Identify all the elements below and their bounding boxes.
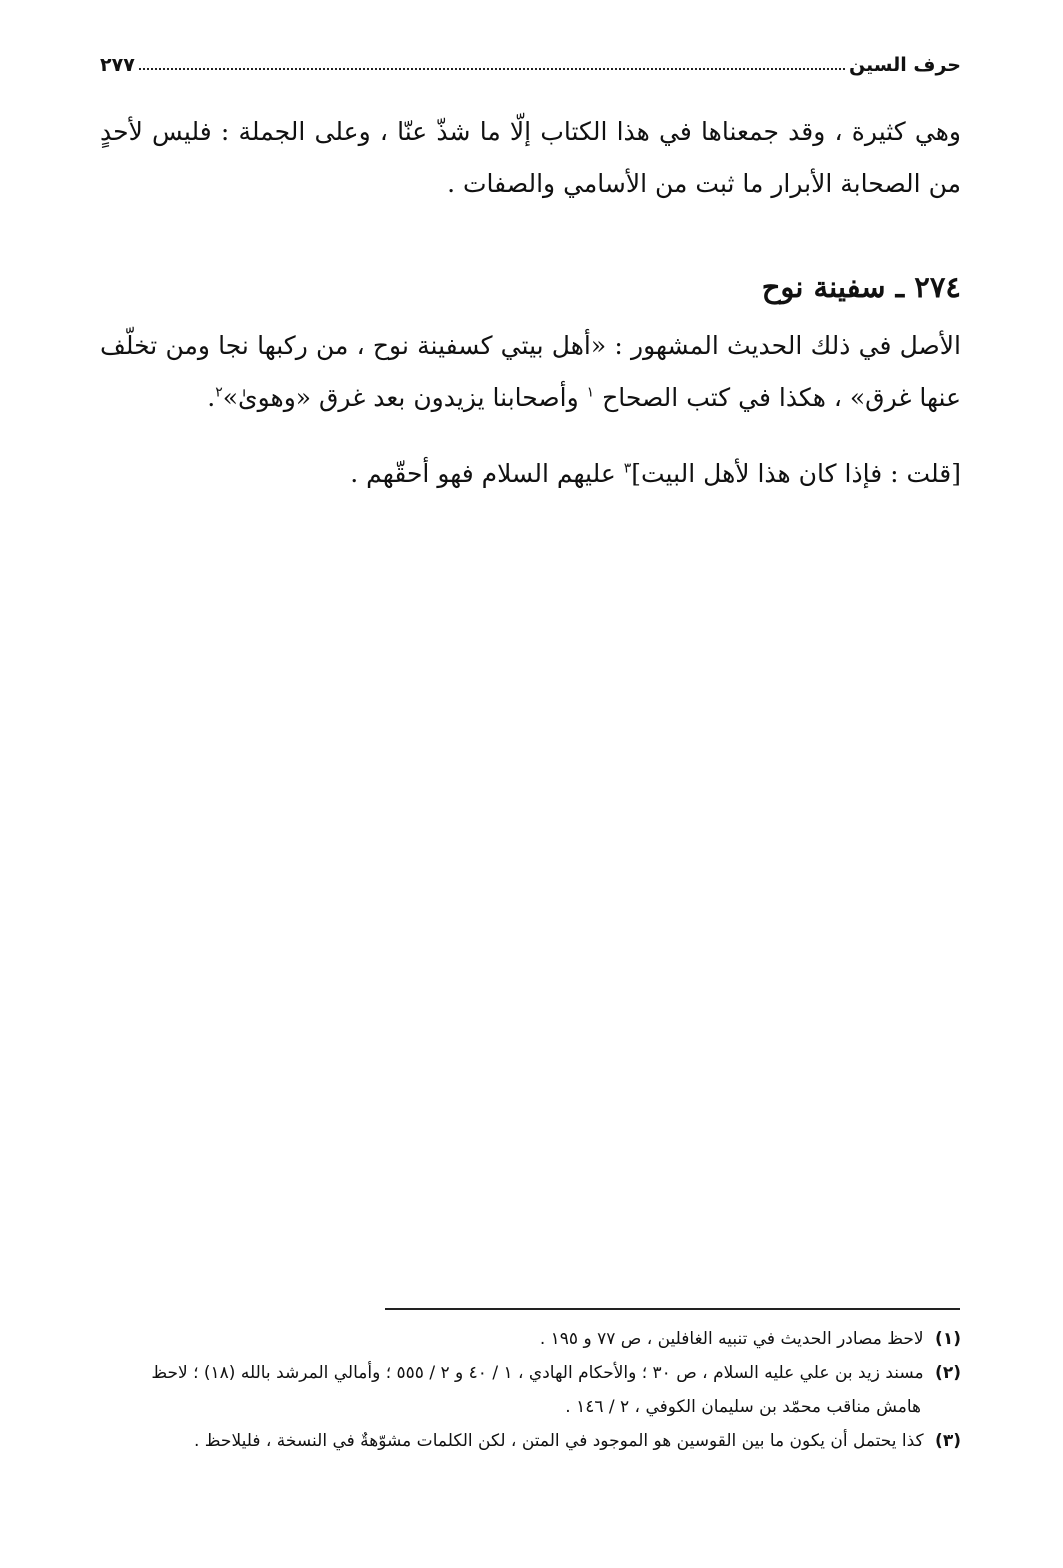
paragraph-origin-text-b: وأصحابنا يزيدون بعد غرق «وهوىٰ» xyxy=(222,383,579,412)
running-header xyxy=(100,44,961,76)
footnote-ref-2: ٢ xyxy=(215,384,223,401)
footnote-number: (٣) xyxy=(935,1431,961,1451)
footnote-3 xyxy=(100,1424,961,1458)
paragraph-origin-text-c: . xyxy=(207,383,216,412)
paragraph-note-text-b: عليهم السلام فهو أحقّهم . xyxy=(350,459,616,488)
footnote-1 xyxy=(100,1322,961,1356)
section-title: ٢٧٤ ـ سفينة نوح xyxy=(761,270,961,304)
footnote-separator xyxy=(385,1308,960,1310)
paragraph-origin xyxy=(100,320,961,424)
footnote-2 xyxy=(100,1356,961,1424)
footnotes xyxy=(100,1322,961,1458)
footnote-text: مسند زيد بن علي عليه السلام ، ص ٣٠ ؛ والأحكام الهادي ، ١ / ٤٠ و ٢ / ٥٥٥ ؛ وأمالي المرشد بالله (١٨) ؛ لاحظ xyxy=(151,1363,924,1383)
running-title: حرف السين xyxy=(848,54,961,76)
page-number: ٢٧٧ xyxy=(100,54,135,76)
paragraph-intro-text: وهي كثيرة ، وقد جمعناها في هذا الكتاب إلّا ما شذّ عنّا ، وعلى الجملة : فليس لأحدٍ من الصحابة الأبرار ما ثبت من الأسامي والصفات . xyxy=(100,117,961,198)
header-dot-leader xyxy=(139,68,845,70)
footnote-continuation: هامش مناقب محمّد بن سليمان الكوفي ، ٢ / ١٤٦ . xyxy=(565,1397,921,1417)
footnote-text: كذا يحتمل أن يكون ما بين القوسين هو الموجود في المتن ، لكن الكلمات مشوّهةٌ في النسخة ، فليلاحظ . xyxy=(193,1431,924,1451)
footnote-text: لاحظ مصادر الحديث في تنبيه الغافلين ، ص ٧٧ و ١٩٥ . xyxy=(539,1329,924,1349)
paragraph-note-text-a: [قلت : فإذا كان هذا لأهل البيت] xyxy=(631,459,961,488)
paragraph-origin-text-a: الأصل في ذلك الحديث المشهور : «أهل بيتي كسفينة نوح ، من ركبها نجا ومن تخلّف عنها غرق» ، هكذا في كتب الصحاح xyxy=(100,331,961,412)
paragraph-note xyxy=(100,448,961,500)
footnote-number: (٢) xyxy=(935,1363,961,1383)
paragraph-intro xyxy=(100,106,961,210)
footnote-number: (١) xyxy=(935,1329,961,1349)
footnote-ref-3: ٣ xyxy=(623,460,632,477)
footnote-ref-1: ١ xyxy=(586,384,595,401)
